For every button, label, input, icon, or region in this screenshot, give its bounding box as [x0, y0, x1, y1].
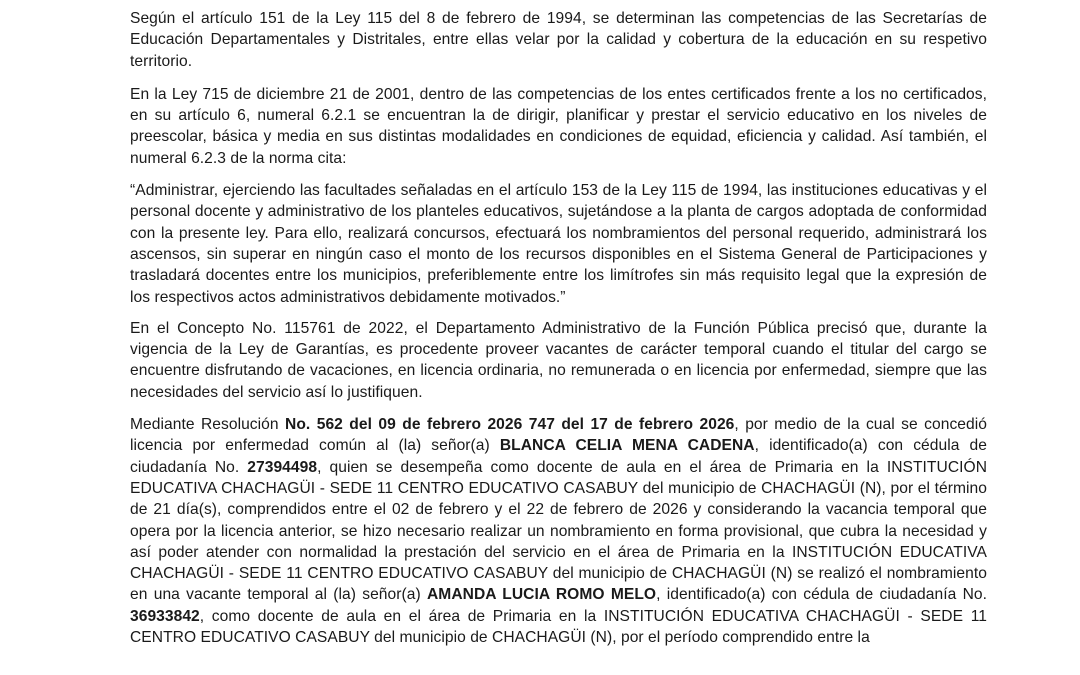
resolucion-text-2: , por medio de la cual se concedió licencia por enfermedad común al (la) señor(a)	[130, 416, 987, 455]
resolucion-text-3: , identificado(a) con cédula de ciudadanía No.	[130, 437, 987, 476]
paragraph-article-151: Según el artículo 151 de la Ley 115 del 8 de febrero de 1994, se determinan las competencias de las Secretarías de Educación Departamentales y Distritales, entre ellas velar por la calidad y cobertura de la educación en su respetivo territorio.	[130, 10, 987, 70]
paragraph-quote-numeral-623: “Administrar, ejerciendo las facultades señaladas en el artículo 153 de la Ley 115 de 1994, las instituciones educativas y el personal docente y administrativo de los planteles educativos, sujetándose a la planta de cargos adoptada de conformidad con la presente ley. Para ello, realizará concursos, efectuará los nombramientos del personal requerido, administrará los ascensos, sin superar en ningún caso el monto de los recursos disponibles en el Sistema General de Participaciones y trasladará docentes entre los municipios, preferiblemente entre los limítrofes sin más requisito legal que la expresión de los respectivos actos administrativos debidamente motivados.”	[130, 182, 987, 306]
paragraph-concepto-funcion-publica: En el Concepto No. 115761 de 2022, el Departamento Administrativo de la Función Pública precisó que, durante la vigencia de la Ley de Garantías, es procedente proveer vacantes de carácter temporal cuando el titular del cargo se encuentre disfrutando de vacaciones, en licencia ordinaria, no remunerada o en licencia por enfermedad, siempre que las necesidades del servicio así lo justifiquen.	[130, 319, 987, 401]
paragraph-resolucion	[130, 414, 987, 648]
titular-cedula: 27394498	[247, 458, 318, 476]
resolucion-text-6: , como docente de aula en el área de Primaria en la INSTITUCIÓN EDUCATIVA CHACHAGÜI - SEDE 11 CENTRO EDUCATIVO CASABUY del municipio de CHACHAGÜI (N), por el período comprendido entre la	[130, 607, 987, 647]
resolucion-text-4: , quien se desempeña como docente de aula en el área de Primaria en la INSTITUCIÓN EDUCATIVA CHACHAGÜI - SEDE 11 CENTRO EDUCATIVO CASABUY del municipio de CHACHAGÜI (N), por el término de 21 día(s), comprendidos entre el 02 de febrero y el 22 de febrero de 2026 y considerando la vacancia temporal que opera por la licencia anterior, se hizo necesario realizar un nombramiento en forma provisional, que cubra la necesidad y así poder atender con normalidad la prestación del servicio en el área de Primaria en la INSTITUCIÓN EDUCATIVA CHACHAGÜI - SEDE 11 CENTRO EDUCATIVO CASABUY del municipio de CHACHAGÜI (N) se realizó el nombramiento en una vacante temporal al (la) señor(a)	[130, 458, 988, 604]
paragraph-ley-715: En la Ley 715 de diciembre 21 de 2001, dentro de las competencias de los entes certificados frente a los no certificados, en su artículo 6, numeral 6.2.1 se encuentran la de dirigir, planificar y prestar el servicio educativo en los niveles de preescolar, básica y media en sus distintas modalidades en condiciones de equidad, eficiencia y calidad. Así también, el numeral 6.2.3 de la norma cita:	[130, 85, 987, 167]
resolucion-text-1: Mediante Resolución	[130, 416, 286, 434]
resolucion-number: No. 562 del 09 de febrero 2026 747 del 17 de febrero 2026	[285, 416, 735, 434]
titular-name: BLANCA CELIA MENA CADENA	[499, 437, 755, 455]
provisional-name: AMANDA LUCIA ROMO MELO	[426, 586, 657, 604]
resolucion-text-5: , identificado(a) con cédula de ciudadanía No.	[656, 586, 988, 604]
provisional-cedula: 36933842	[130, 607, 200, 625]
